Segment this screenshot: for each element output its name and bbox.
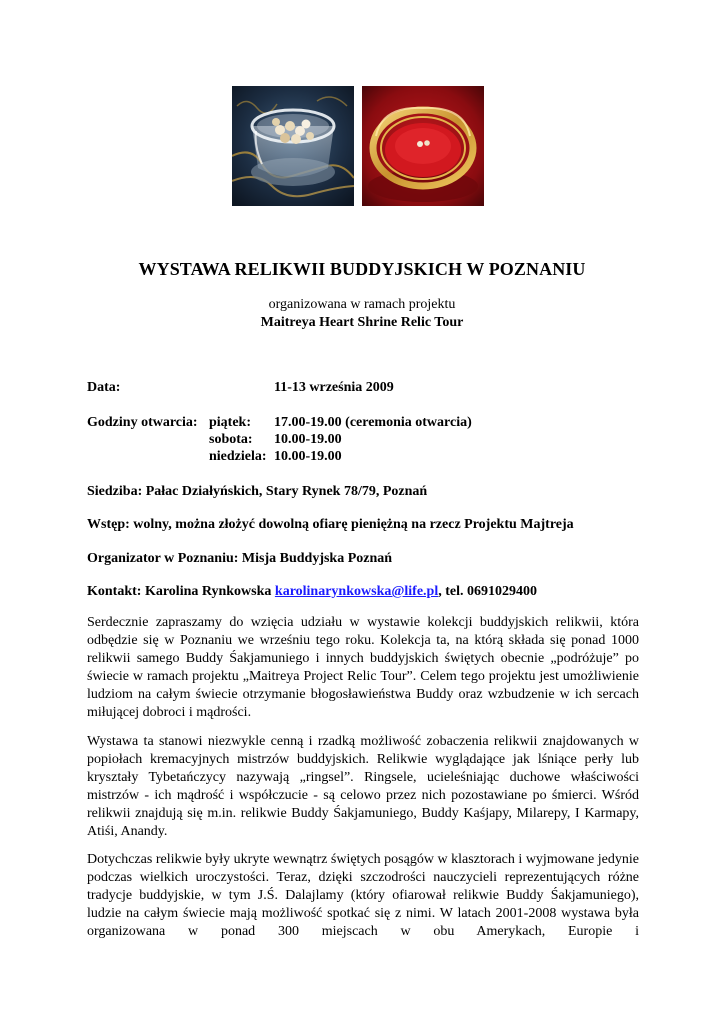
relic-glass-bowl-photo	[232, 86, 354, 206]
hours-day-2: sobota:	[209, 432, 253, 447]
date-label: Data:	[87, 380, 121, 395]
hours-time-2: 10.00-19.00	[274, 432, 342, 447]
paragraph-history: Dotychczas relikwie były ukryte wewnątrz świętych posągów w klasztorach i wyjmowane jedynie podczas wielkich uroczystości. Teraz, dzięki szczodrości nauczycieli reprezentujących różne tradycje buddyjskie, w tym J.Ś. Dalajlamy (który ofiarował relikwie Buddy Śakjamuniego), ludzie na całym świecie mają możliwość spotkać się z nimi. W latach 2001-2008 wystawa była organizowana w ponad 300 miejscach w obu Amerykach, Europie i	[87, 852, 639, 940]
page-title: WYSTAWA RELIKWII BUDDYJSKICH W POZNANIU	[138, 259, 586, 279]
entry-info: Wstęp: wolny, można złożyć dowolną ofiarę pieniężną na rzecz Projektu Majtreja	[87, 517, 574, 532]
header-photos	[232, 86, 493, 206]
contact-phone: , tel. 0691029400	[438, 584, 537, 599]
hours-time-3: 10.00-19.00	[274, 449, 342, 464]
hours-day-3: niedziela:	[209, 449, 267, 464]
venue: Siedziba: Pałac Działyńskich, Stary Rynek 78/79, Poznań	[87, 484, 428, 499]
paragraph-intro: Serdecznie zapraszamy do wzięcia udziału w wystawie kolekcji buddyjskich relikwii, która odbędzie się w Poznaniu we wrześniu tego roku. Kolekcja ta, na którą składa się ponad 1000 relikwii samego Buddy Śakjamuniego i innych buddyjskich świętych obecnie „podróżuje” po świecie w ramach projektu „Maitreya Project Relic Tour”. Celem tego projektu jest umożliwienie ludziom na całym świecie otrzymanie błogosławieństwa Buddy oraz wzbudzenie w ich sercach miłującej dobroci i mądrości.	[87, 615, 639, 721]
hours-time-1: 17.00-19.00 (ceremonia otwarcia)	[274, 415, 472, 430]
contact-email-link[interactable]: karolinarynkowska@life.pl	[274, 584, 439, 599]
subtitle	[0, 296, 724, 332]
contact-line	[87, 583, 537, 600]
hours-label: Godziny otwarcia:	[87, 415, 198, 430]
subtitle-line-1: organizowana w ramach projektu	[268, 297, 456, 312]
relic-red-cup-photo	[362, 86, 484, 206]
subtitle-project-name: Maitreya Heart Shrine Relic Tour	[260, 315, 464, 330]
contact-name: Kontakt: Karolina Rynkowska	[87, 584, 275, 599]
paragraph-relics: Wystawa ta stanowi niezwykle cenną i rzadką możliwość zobaczenia relikwii znajdowanych w popiołach kremacyjnych mistrzów buddyjskich. Relikwie wyglądające jak lśniące perły lub kryształy Tybetańczycy nazywają „ringsel”. Ringsele, ucieleśniając duchowe właściwości mistrzów - ich mądrość i współczucie - są celowo przez nich pozostawiane po śmierci. Wśród relikwii znajdują się m.in. relikwie Buddy Śakjamuniego, Buddy Kaśjapy, Milarepy, I Karmapy, Atiśi, Anandy.	[87, 734, 639, 840]
hours-day-1: piątek:	[209, 415, 251, 430]
organizer: Organizator w Poznaniu: Misja Buddyjska Poznań	[87, 551, 393, 566]
date-value: 11-13 września 2009	[274, 380, 394, 395]
